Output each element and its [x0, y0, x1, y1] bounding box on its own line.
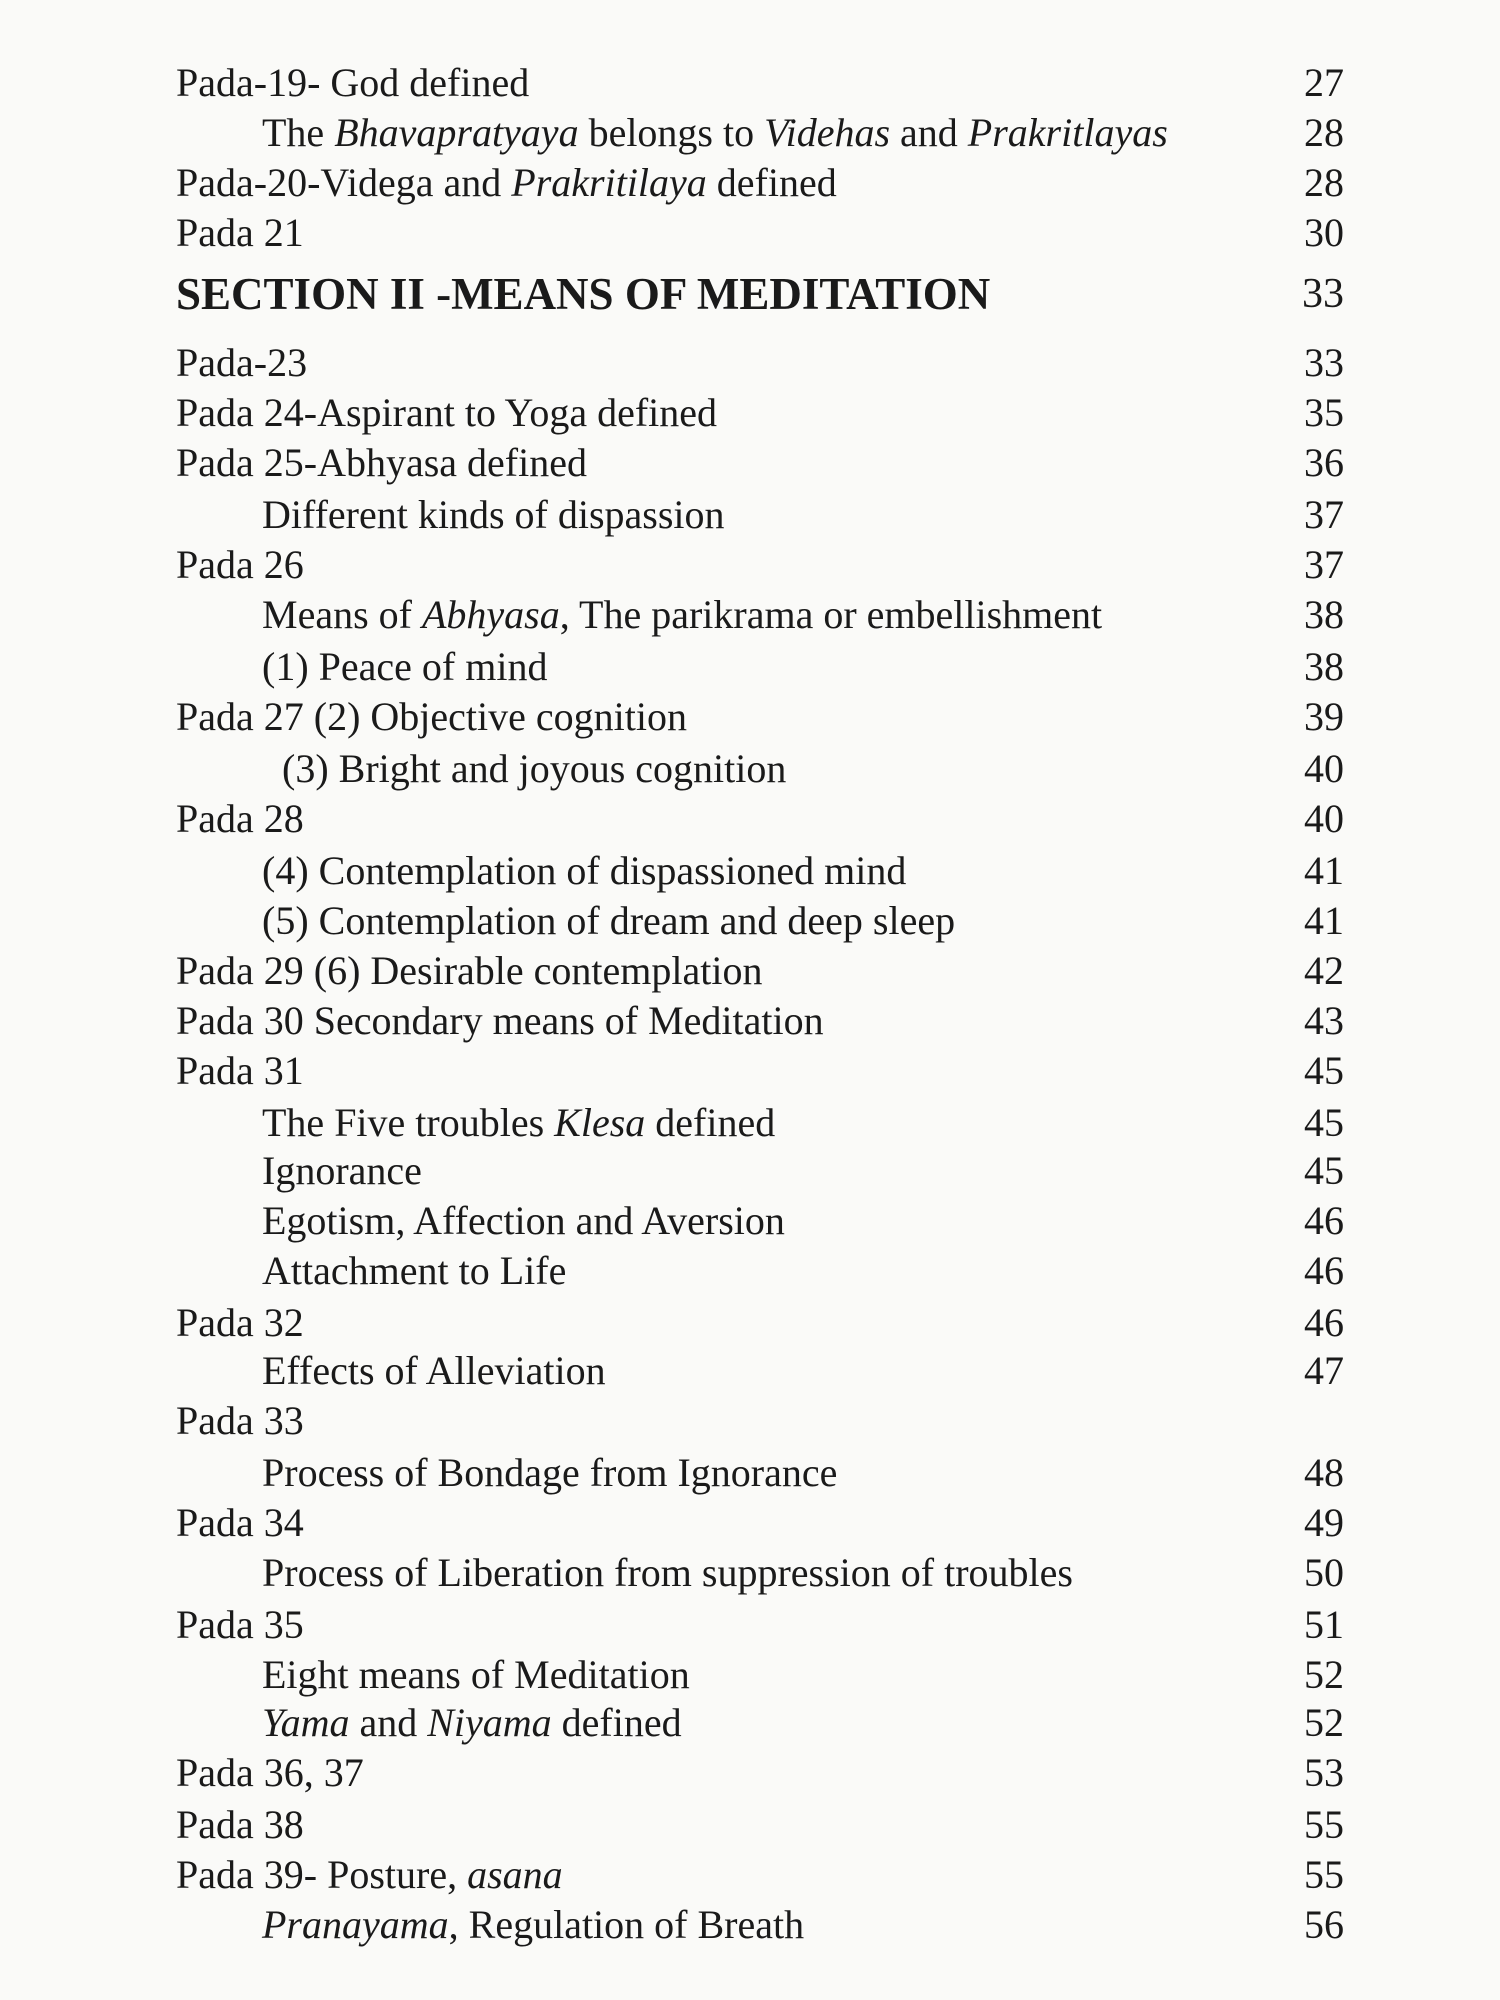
toc-entry-title-text: Process of Liberation from suppression of troubles: [262, 1550, 1073, 1595]
toc-entry-title-text: Pada 30 Secondary means of Meditation: [176, 998, 824, 1043]
toc-entry-title-text: Pada-23: [176, 340, 308, 385]
toc-entry: [262, 1698, 1344, 1748]
toc-entry-title-text: Pada 31: [176, 1048, 304, 1093]
toc-entry-title-text: Process of Bondage from Ignorance: [262, 1450, 838, 1495]
toc-entry: [262, 1346, 1344, 1396]
toc-entry-title: [176, 264, 990, 324]
toc-entry: [176, 794, 1344, 844]
toc-page-number: 37: [1304, 542, 1344, 587]
toc-entry-title-text: Eight means of Meditation: [262, 1652, 690, 1697]
toc-page-number: 45: [1304, 1048, 1344, 1093]
toc-entry: [176, 338, 1344, 388]
toc-entry-title: [176, 338, 307, 388]
toc-page-number: 28: [1304, 110, 1344, 155]
toc-entry-title-italic: Prakritlayas: [967, 110, 1168, 155]
toc-entry: [262, 1548, 1344, 1598]
toc-entry-title: [262, 1448, 837, 1498]
toc-section-heading: [176, 264, 1344, 324]
toc-page-number: 52: [1304, 1652, 1344, 1697]
toc-entry: [176, 1850, 1344, 1900]
toc-entry-title-text: Egotism, Affection and Aversion: [262, 1198, 785, 1243]
toc-entry-title-text: defined: [706, 160, 837, 205]
toc-entry-title-text: The Five troubles: [262, 1100, 555, 1145]
toc-page-number: 46: [1304, 1248, 1344, 1293]
toc-entry-title-text: Attachment to Life: [262, 1248, 567, 1293]
toc-page-number: 35: [1304, 390, 1344, 435]
toc-entry-title-text: , The parikrama or embellishment: [559, 592, 1103, 637]
toc-page-number: 52: [1304, 1700, 1344, 1745]
toc-entry-title-text: Pada 28: [176, 796, 304, 841]
toc-entry-title-italic: Videhas: [764, 110, 891, 155]
toc-entry-title-italic: Niyama: [427, 1700, 552, 1745]
toc-entry: [262, 896, 1344, 946]
toc-entry: [262, 490, 1344, 540]
toc-entry-title-italic: Pranayama: [262, 1902, 449, 1947]
toc-page-number: 39: [1304, 694, 1344, 739]
toc-page-number: 33: [1304, 340, 1344, 385]
toc-page-number: 27: [1304, 60, 1344, 105]
toc-page-number: 38: [1304, 592, 1344, 637]
toc-page-number: 46: [1304, 1300, 1344, 1345]
toc-entry-title: [176, 540, 304, 590]
toc-entry-title-text: defined: [551, 1700, 682, 1745]
toc-entry-title: [282, 744, 786, 794]
toc-entry-title: [262, 1196, 785, 1246]
toc-entry-title-text: Pada 26: [176, 542, 304, 587]
toc-page-number: 49: [1304, 1500, 1344, 1545]
toc-entry-title: [262, 1650, 690, 1700]
toc-entry-title-italic: Prakritilaya: [511, 160, 707, 205]
toc-page-number: 45: [1304, 1148, 1344, 1193]
toc-entry-title: [176, 1800, 304, 1850]
toc-entry-title-text: Pada-20-Videga and: [176, 160, 512, 205]
toc-entry-title-text: Pada 36, 37: [176, 1750, 364, 1795]
toc-entry: [176, 996, 1344, 1046]
toc-entry-title-text: Pada 29 (6) Desirable contemplation: [176, 948, 763, 993]
toc-entry: [176, 692, 1344, 742]
toc-entry-title: [176, 1046, 304, 1096]
toc-entry: [262, 1146, 1344, 1196]
toc-entry-title-text: Pada 27 (2) Objective cognition: [176, 694, 687, 739]
toc-entry-title-text: Pada 38: [176, 1802, 304, 1847]
toc-page-number: 53: [1304, 1750, 1344, 1795]
toc-entry: [176, 1298, 1344, 1348]
toc-entry-title-text: Pada 35: [176, 1602, 304, 1647]
toc-entry-title-text: Effects of Alleviation: [262, 1348, 606, 1393]
toc-entry-title: [262, 642, 547, 692]
toc-entry-title-italic: Klesa: [554, 1100, 646, 1145]
toc-entry: [262, 590, 1344, 640]
toc-entry: [262, 642, 1344, 692]
toc-page-number: 28: [1304, 160, 1344, 205]
toc-entry-title: [176, 946, 762, 996]
toc-page-number: 38: [1304, 644, 1344, 689]
toc-entry: [176, 388, 1344, 438]
toc-entry-title-italic: Abhyasa: [421, 592, 560, 637]
toc-entry-title-text: Pada 25-Abhyasa defined: [176, 440, 587, 485]
toc-page-number: 55: [1304, 1802, 1344, 1847]
toc-entry-title-text: Different kinds of dispassion: [262, 492, 725, 537]
toc-entry: [262, 108, 1344, 158]
toc-entry-title: [176, 1298, 304, 1348]
toc-entry-title-text: SECTION II -MEANS OF MEDITATION: [176, 269, 991, 319]
toc-page-number: 41: [1304, 898, 1344, 943]
toc-entry-title-text: Pada 21: [176, 210, 304, 255]
toc-entry-title: [176, 1748, 364, 1798]
toc-page-number: 36: [1304, 440, 1344, 485]
toc-entry-title-text: Pada 24-Aspirant to Yoga defined: [176, 390, 718, 435]
toc-entry-title-text: Pada 32: [176, 1300, 304, 1345]
toc-entry-title: [176, 388, 717, 438]
toc-entry: [176, 1046, 1344, 1096]
toc-entry-title: [262, 1548, 1073, 1598]
toc-page-number: 45: [1304, 1100, 1344, 1145]
toc-entry-title-text: Pada 34: [176, 1500, 304, 1545]
toc-page-number: 50: [1304, 1550, 1344, 1595]
toc-page-number: 33: [1302, 271, 1344, 317]
toc-entry-title: [262, 1098, 775, 1148]
toc-page-number: 46: [1304, 1198, 1344, 1243]
toc-entry-title: [176, 438, 587, 488]
toc-entry-title: [262, 846, 906, 896]
toc-entry-title-text: The: [262, 110, 335, 155]
toc-entry: [176, 58, 1344, 108]
toc-entry-title: [176, 58, 529, 108]
toc-entry-title-text: and: [890, 110, 968, 155]
toc-page-number: 37: [1304, 492, 1344, 537]
toc-entry: [176, 540, 1344, 590]
toc-page-number: 30: [1304, 210, 1344, 255]
toc-entry-title: [176, 794, 304, 844]
toc-entry-title-text: Pada-19- God defined: [176, 60, 530, 105]
toc-page-number: 41: [1304, 848, 1344, 893]
toc-entry-title-text: (3) Bright and joyous cognition: [282, 746, 787, 791]
toc-entry: [176, 1800, 1344, 1850]
toc-entry-title-text: defined: [645, 1100, 776, 1145]
toc-entry-title: [262, 1346, 606, 1396]
toc-page-number: 47: [1304, 1348, 1344, 1393]
toc-page-number: 51: [1304, 1602, 1344, 1647]
toc-entry-title: [262, 108, 1168, 158]
toc-entry-title: [176, 158, 837, 208]
toc-entry: [176, 438, 1344, 488]
toc-page-number: 40: [1304, 746, 1344, 791]
toc-entry-title-text: Pada 33: [176, 1398, 304, 1443]
toc-entry-title-text: , Regulation of Breath: [448, 1902, 805, 1947]
toc-entry-title: [262, 896, 955, 946]
toc-entry-title-text: and: [349, 1700, 428, 1745]
toc-entry: [282, 744, 1344, 794]
toc-entry: [176, 208, 1344, 258]
toc-entry: [262, 846, 1344, 896]
toc-entry: [176, 158, 1344, 208]
toc-entry-title: [262, 590, 1102, 640]
toc-entry-title-text: Ignorance: [262, 1148, 422, 1193]
toc-entry-title: [262, 1900, 804, 1950]
toc-entry-title-italic: Yama: [262, 1700, 350, 1745]
toc-entry-title: [176, 1396, 304, 1446]
toc-entry-title-text: (5) Contemplation of dream and deep sleep: [262, 898, 956, 943]
toc-entry: [262, 1196, 1344, 1246]
toc-entry: [176, 1748, 1344, 1798]
toc-entry-title: [262, 490, 725, 540]
toc-entry-title: [176, 1600, 304, 1650]
toc-entry: [262, 1448, 1344, 1498]
toc-entry-title: [262, 1146, 422, 1196]
toc-page-number: 55: [1304, 1852, 1344, 1897]
toc-entry-title: [176, 1850, 563, 1900]
toc-entry: [262, 1098, 1344, 1148]
toc-page-number: 43: [1304, 998, 1344, 1043]
toc-entry-title: [176, 208, 304, 258]
toc-entry-title-text: (1) Peace of mind: [262, 644, 548, 689]
toc-entry-title: [176, 996, 824, 1046]
toc-entry: [262, 1246, 1344, 1296]
toc-entry-title: [262, 1698, 682, 1748]
toc-entry-title-text: (4) Contemplation of dispassioned mind: [262, 848, 907, 893]
toc-entry: [176, 1498, 1344, 1548]
toc-entry-title-italic: Bhavapratyaya: [334, 110, 579, 155]
toc-entry: [176, 1600, 1344, 1650]
toc-entry-title-italic: asana: [467, 1852, 563, 1897]
toc-entry: [176, 946, 1344, 996]
toc-entry-title-text: Pada 39- Posture,: [176, 1852, 468, 1897]
toc-entry: [262, 1650, 1344, 1700]
toc-entry-title: [176, 1498, 304, 1548]
toc-entry-title-text: Means of: [262, 592, 422, 637]
toc-entry-title: [262, 1246, 566, 1296]
toc-page-number: 42: [1304, 948, 1344, 993]
toc-entry: [262, 1900, 1344, 1950]
toc-page-number: 48: [1304, 1450, 1344, 1495]
toc-entry: [176, 1396, 1344, 1446]
toc-page-number: 56: [1304, 1902, 1344, 1947]
toc-entry-title-text: belongs to: [578, 110, 765, 155]
toc-entry-title: [176, 692, 687, 742]
toc-page-number: 40: [1304, 796, 1344, 841]
